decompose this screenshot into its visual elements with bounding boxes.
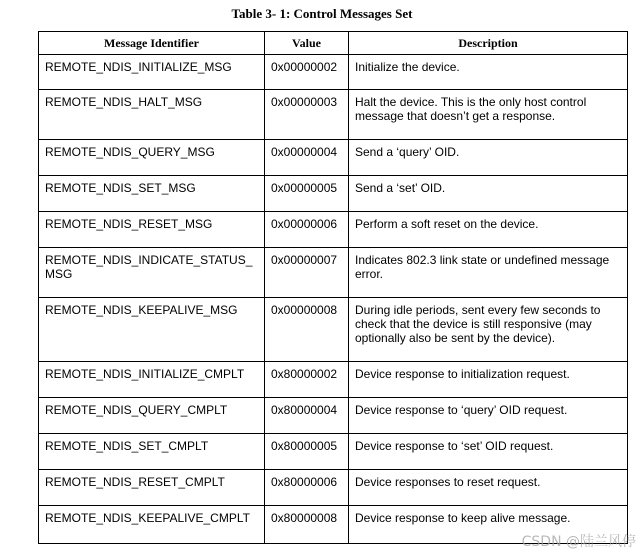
table-row (39, 90, 628, 140)
description-cell: Halt the device. This is the only host control message that doesn’t get a response. (349, 90, 628, 140)
message-identifier-cell: REMOTE_NDIS_SET_MSG (39, 176, 265, 212)
watermark-text: CSDN @陆兰风停 (521, 534, 636, 550)
value-cell: 0x80000008 (265, 506, 349, 544)
value-cell: 0x00000002 (265, 55, 349, 90)
value-cell: 0x00000003 (265, 90, 349, 140)
header-message-identifier: Message Identifier (39, 32, 265, 55)
table-row (39, 176, 628, 212)
description-cell: Send a ‘set’ OID. (349, 176, 628, 212)
message-identifier-cell: REMOTE_NDIS_QUERY_CMPLT (39, 398, 265, 434)
message-identifier-cell: REMOTE_NDIS_RESET_CMPLT (39, 470, 265, 506)
description-cell: Device responses to reset request. (349, 470, 628, 506)
description-cell: Device response to keep alive message. (349, 506, 628, 544)
header-row (39, 32, 628, 55)
value-cell: 0x80000002 (265, 362, 349, 398)
value-cell: 0x80000004 (265, 398, 349, 434)
description-cell: Initialize the device. (349, 55, 628, 90)
table-row (39, 470, 628, 506)
header-value: Value (265, 32, 349, 55)
table-caption: Table 3- 1: Control Messages Set (231, 6, 413, 21)
description-cell: Send a ‘query’ OID. (349, 140, 628, 176)
message-identifier-cell: REMOTE_NDIS_QUERY_MSG (39, 140, 265, 176)
message-identifier-cell: REMOTE_NDIS_KEEPALIVE_CMPLT (39, 506, 265, 544)
message-identifier-cell: REMOTE_NDIS_INDICATE_STATUS_ MSG (39, 248, 265, 298)
message-identifier-cell: REMOTE_NDIS_HALT_MSG (39, 90, 265, 140)
description-cell: Device response to ‘query’ OID request. (349, 398, 628, 434)
table-row (39, 212, 628, 248)
header-description: Description (349, 32, 628, 55)
value-cell: 0x00000005 (265, 176, 349, 212)
table-row (39, 140, 628, 176)
description-cell: During idle periods, sent every few seconds to check that the device is still responsive (may optionally also be sent by the device). (349, 298, 628, 362)
message-identifier-cell: REMOTE_NDIS_INITIALIZE_CMPLT (39, 362, 265, 398)
table-row (39, 55, 628, 90)
value-cell: 0x80000006 (265, 470, 349, 506)
table-row (39, 298, 628, 362)
value-cell: 0x00000006 (265, 212, 349, 248)
table-row (39, 362, 628, 398)
table-row (39, 248, 628, 298)
message-identifier-cell: REMOTE_NDIS_RESET_MSG (39, 212, 265, 248)
value-cell: 0x00000004 (265, 140, 349, 176)
message-identifier-cell: REMOTE_NDIS_KEEPALIVE_MSG (39, 298, 265, 362)
description-cell: Device response to initialization request. (349, 362, 628, 398)
description-cell: Indicates 802.3 link state or undefined message error. (349, 248, 628, 298)
message-identifier-cell: REMOTE_NDIS_SET_CMPLT (39, 434, 265, 470)
value-cell: 0x00000007 (265, 248, 349, 298)
description-cell: Perform a soft reset on the device. (349, 212, 628, 248)
control-messages-table (38, 31, 628, 544)
value-cell: 0x80000005 (265, 434, 349, 470)
value-cell: 0x00000008 (265, 298, 349, 362)
table-row (39, 434, 628, 470)
description-cell: Device response to ‘set’ OID request. (349, 434, 628, 470)
table-row (39, 398, 628, 434)
message-identifier-cell: REMOTE_NDIS_INITIALIZE_MSG (39, 55, 265, 90)
